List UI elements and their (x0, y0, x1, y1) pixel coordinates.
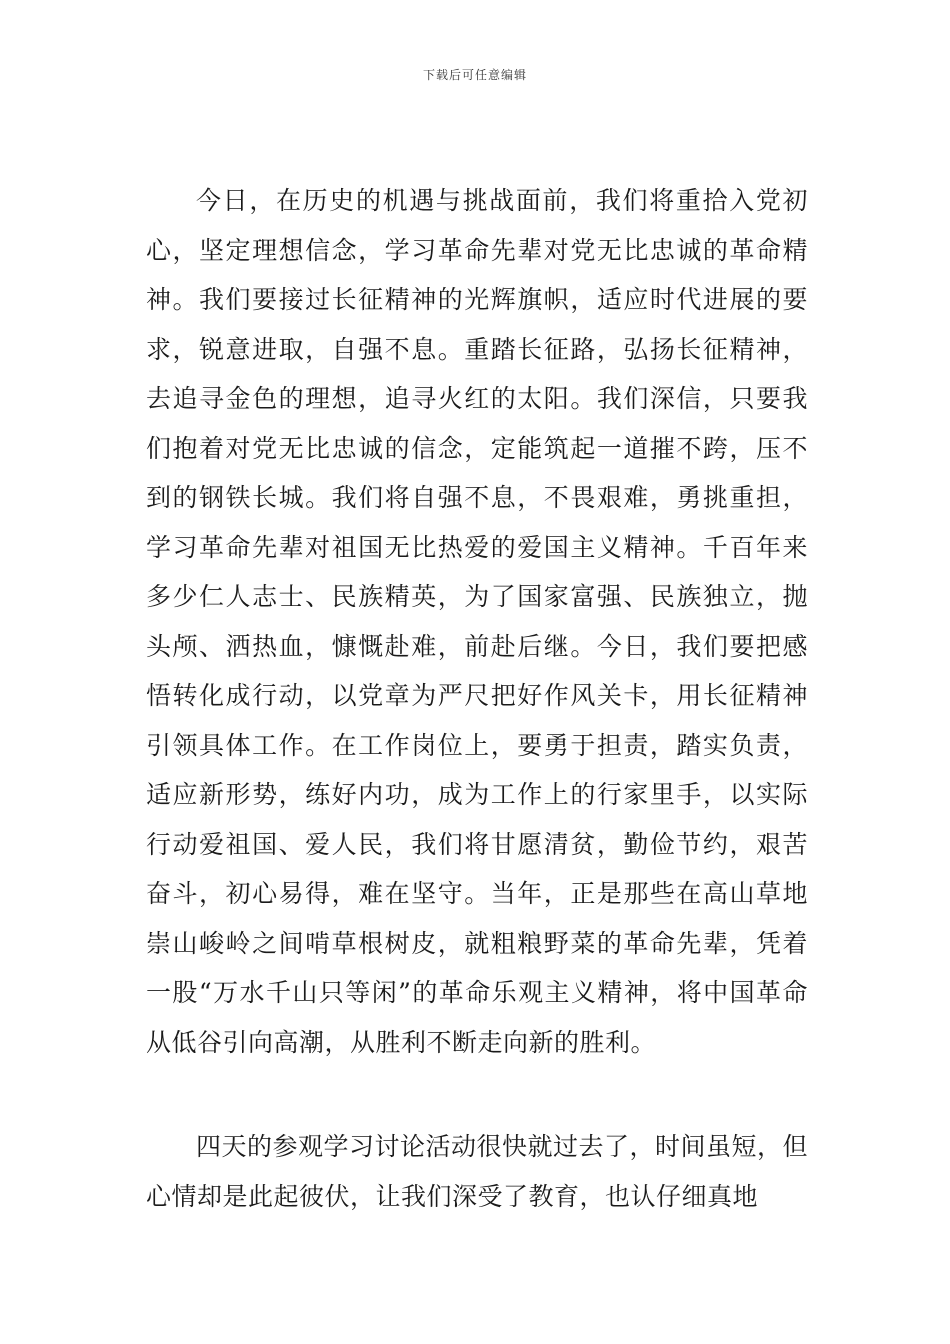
paragraph-1: 今日，在历史的机遇与挑战面前，我们将重拾入党初心，坚定理想信念，学习革命先辈对党无比忠诚的革命精神。我们要接过长征精神的光辉旗帜，适应时代进展的要求，锐意进取，自强不息。重踏长征路，弘扬长征精神，去追寻金色的理想，追寻火红的太阳。我们深信，只要我们抱着对党无比忠诚的信念，定能筑起一道摧不跨，压不到的钢铁长城。我们将自强不息，不畏艰难，勇挑重担，学习革命先辈对祖国无比热爱的爱国主义精神。千百年来多少仁人志士、民族精英，为了国家富强、民族独立，抛头颅、洒热血，慷慨赴难，前赴后继。今日，我们要把感悟转化成行动，以党章为严尺把好作风关卡，用长征精神引领具体工作。在工作岗位上，要勇于担责，踏实负责，适应新形势，练好内功，成为工作上的行家里手，以实际行动爱祖国、爱人民，我们将甘愿清贫，勤俭节约，艰苦奋斗，初心易得，难在坚守。当年，正是那些在高山草地崇山峻岭之间啃草根树皮，就粗粮野菜的革命先辈，凭着一股“万水千山只等闲”的革命乐观主义精神，将中国革命从低谷引向高潮，从胜利不断走向新的胜利。 (146, 186, 808, 1057)
paragraph-2: 四天的参观学习讨论活动很快就过去了，时间虽短，但心情却是此起彼伏，让我们深受了教育，也认仔细真地 (146, 1132, 809, 1211)
page-header: 下载后可任意编辑 (422, 68, 527, 82)
